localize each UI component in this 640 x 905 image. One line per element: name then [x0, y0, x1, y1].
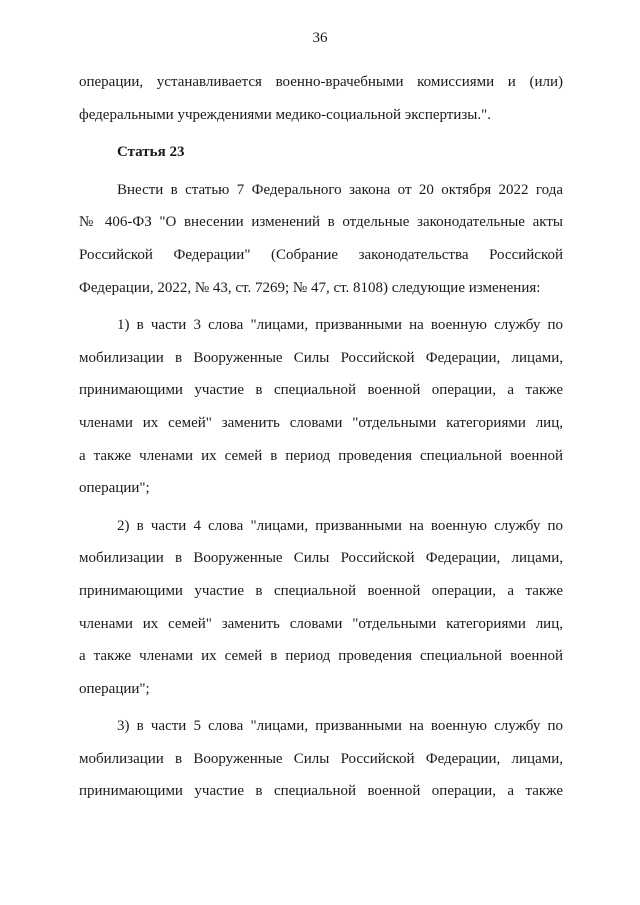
text-line: федеральными учреждениями медико-социальной экспертизы.".	[79, 106, 492, 123]
text-line: 3) в части 5 слова "лицами, призванными на военную службу по	[117, 718, 563, 735]
document-body	[79, 66, 563, 808]
item-1-paragraph	[79, 309, 563, 505]
text-line: Внести в статью 7 Федерального закона от 20 октября 2022 года	[117, 181, 563, 198]
text-line: операции, устанавливается военно-врачебными комиссиями и (или)	[79, 74, 563, 90]
text-line: принимающими участие в специальной военной операции, а также	[79, 382, 563, 399]
text-line: принимающими участие в специальной военной операции, а также	[79, 783, 563, 800]
text-line: операции";	[79, 480, 150, 497]
page-number: 36	[312, 30, 328, 46]
item-3-paragraph	[79, 710, 563, 808]
text-line: № 406-ФЗ "О внесении изменений в отдельные законодательные акты	[79, 214, 563, 231]
text-line: 1) в части 3 слова "лицами, призванными на военную службу по	[117, 317, 563, 334]
text-line: мобилизации в Вооруженные Силы Российской Федерации, лицами,	[79, 349, 563, 366]
text-line: членами их семей" заменить словами "отдельными категориями лиц,	[79, 615, 563, 632]
item-2-paragraph	[79, 510, 563, 706]
text-line: мобилизации в Вооруженные Силы Российской Федерации, лицами,	[79, 550, 563, 567]
lead-paragraph	[79, 174, 563, 304]
article-heading: Статья 23	[117, 144, 185, 161]
text-line: Российской Федерации" (Собрание законодательства Российской	[79, 246, 563, 263]
intro-paragraph	[79, 66, 563, 131]
text-line: а также членами их семей в период проведения специальной военной	[79, 648, 563, 665]
text-line: а также членами их семей в период проведения специальной военной	[79, 447, 563, 464]
text-line: 2) в части 4 слова "лицами, призванными на военную службу по	[117, 517, 563, 534]
text-line: членами их семей" заменить словами "отдельными категориями лиц,	[79, 414, 563, 431]
text-line: мобилизации в Вооруженные Силы Российской Федерации, лицами,	[79, 750, 563, 767]
text-line: принимающими участие в специальной военной операции, а также	[79, 582, 563, 599]
text-line: Федерации, 2022, № 43, ст. 7269; № 47, ст. 8108) следующие изменения:	[79, 279, 541, 296]
text-line: операции";	[79, 680, 150, 697]
